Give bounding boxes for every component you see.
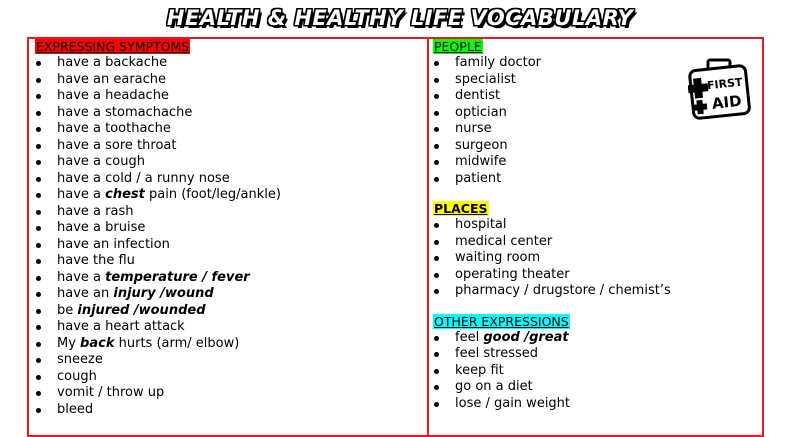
bullet-icon: [434, 111, 439, 116]
list-item-text: cough: [57, 368, 97, 384]
symptoms-list: [35, 55, 425, 418]
list-item-text: injury /wound: [113, 286, 214, 301]
list-item-text: injured /wounded: [77, 302, 206, 318]
list-item-text: vomit / throw up: [57, 385, 165, 400]
heading-places: PLACES: [434, 201, 488, 216]
bullet-icon: [434, 402, 439, 407]
bullet-icon: [36, 391, 41, 396]
list-item-text: hurts (arm/ elbow): [114, 335, 240, 351]
list-item-text: nurse: [455, 121, 492, 136]
bullet-icon: [36, 144, 41, 149]
list-item: [35, 319, 425, 336]
bullet-icon: [434, 160, 439, 165]
bullet-icon: [36, 309, 41, 314]
list-item: [433, 138, 763, 155]
list-item-text: optician: [455, 104, 507, 120]
bullet-icon: [434, 369, 439, 374]
bullet-icon: [434, 273, 439, 278]
bullet-icon: [36, 342, 41, 347]
list-item: [433, 250, 763, 267]
list-item-text: have a stomachache: [57, 104, 193, 120]
list-item-text: midwife: [455, 154, 507, 169]
bullet-icon: [434, 223, 439, 228]
heading-expressing-symptoms: EXPRESSING SYMPTOMS: [36, 39, 190, 54]
list-item: [35, 237, 425, 254]
places-list: [433, 217, 763, 300]
list-item: [35, 336, 425, 353]
list-item: [433, 234, 763, 251]
list-item-text: My: [57, 335, 81, 351]
list-item: [433, 363, 763, 380]
list-item-text: feel: [455, 329, 484, 345]
list-item: [35, 121, 425, 138]
list-item-text: keep fit: [455, 362, 504, 378]
list-item: [433, 346, 763, 363]
list-item-text: be: [57, 302, 78, 318]
list-item-text: have a bruise: [57, 220, 146, 235]
bullet-icon: [36, 243, 41, 248]
first-aid-kit-icon: [688, 54, 752, 126]
list-item: [433, 217, 763, 234]
bullet-icon: [36, 61, 41, 66]
list-item: [35, 369, 425, 386]
list-item: [35, 402, 425, 419]
list-item: [433, 171, 763, 188]
list-item-text: have a: [57, 187, 106, 202]
list-item: [433, 396, 763, 413]
list-item-text: waiting room: [455, 250, 541, 265]
other-expressions-list: [433, 330, 763, 413]
list-item: [433, 379, 763, 396]
list-item-text: have a backache: [57, 55, 168, 70]
bullet-icon: [36, 78, 41, 83]
list-item-text: have a heart attack: [57, 319, 185, 334]
list-item-text: go on a diet: [455, 379, 533, 394]
bullet-icon: [36, 358, 41, 363]
list-item-text: medical center: [455, 233, 553, 249]
list-item: [433, 283, 763, 300]
list-item-text: have a cough: [57, 154, 145, 169]
bullet-icon: [36, 177, 41, 182]
list-item-text: pain (foot/leg/ankle): [144, 187, 281, 202]
list-item: [35, 88, 425, 105]
bullet-icon: [36, 408, 41, 413]
list-item-text: have an: [57, 286, 114, 301]
list-item-text: surgeon: [455, 137, 508, 153]
list-item-text: operating theater: [455, 266, 570, 282]
list-item: [35, 352, 425, 369]
list-item-text: have the flu: [57, 253, 135, 268]
bullet-icon: [36, 259, 41, 264]
bullet-icon: [434, 61, 439, 66]
bullet-icon: [434, 289, 439, 294]
list-item: [433, 330, 763, 347]
list-item-text: specialist: [455, 71, 516, 87]
list-item: [35, 154, 425, 171]
list-item-text: feel stressed: [455, 346, 539, 361]
list-item: [35, 204, 425, 221]
list-item-text: have a sore throat: [57, 137, 177, 153]
heading-people: PEOPLE: [434, 39, 482, 54]
bullet-icon: [36, 375, 41, 380]
bullet-icon: [36, 193, 41, 198]
list-item-text: have an infection: [57, 236, 170, 252]
bullet-icon: [434, 94, 439, 99]
list-item: [35, 270, 425, 287]
bullet-icon: [36, 276, 41, 281]
first-aid-line1: FIRST: [706, 75, 744, 93]
bullet-icon: [434, 352, 439, 357]
list-item-text: have a rash: [57, 203, 134, 219]
list-item: [433, 267, 763, 284]
bullet-icon: [36, 210, 41, 215]
list-item: [35, 187, 425, 204]
bullet-icon: [434, 144, 439, 149]
bullet-icon: [434, 256, 439, 261]
list-item-text: bleed: [57, 401, 94, 417]
list-item: [35, 220, 425, 237]
list-item: [35, 72, 425, 89]
bullet-icon: [434, 127, 439, 132]
list-item-text: lose / gain weight: [455, 395, 571, 411]
bullet-icon: [36, 160, 41, 165]
list-item-text: temperature / fever: [105, 269, 250, 285]
bullet-icon: [36, 226, 41, 231]
list-item-text: sneeze: [57, 352, 103, 367]
list-item-text: dentist: [455, 88, 501, 103]
list-item: [433, 154, 763, 171]
list-item: [35, 385, 425, 402]
heading-other-expressions: OTHER EXPRESSIONS: [434, 313, 569, 329]
bullet-icon: [36, 292, 41, 297]
list-item-text: pharmacy / drugstore / chemist’s: [455, 283, 671, 298]
list-item: [35, 138, 425, 155]
list-item-text: have a cold / a runny nose: [57, 170, 230, 186]
left-column: [35, 39, 425, 418]
bullet-icon: [36, 325, 41, 330]
list-item-text: have an earache: [57, 71, 167, 87]
bullet-icon: [434, 336, 439, 341]
list-item: [35, 55, 425, 72]
bullet-icon: [434, 177, 439, 182]
list-item: [35, 253, 425, 270]
list-item: [35, 303, 425, 320]
list-item: [35, 286, 425, 303]
list-item-text: have a headache: [57, 88, 169, 103]
list-item: [35, 105, 425, 122]
bullet-icon: [36, 94, 41, 99]
page-title: HEALTH & HEALTHY LIFE VOCABULARY: [166, 6, 634, 30]
bullet-icon: [36, 111, 41, 116]
column-divider: [427, 37, 429, 437]
list-item-text: family doctor: [455, 55, 542, 70]
list-item-text: hospital: [455, 217, 507, 232]
list-item-text: back: [80, 335, 115, 351]
list-item-text: have a toothache: [57, 121, 171, 136]
list-item-text: have a: [57, 269, 106, 285]
bullet-icon: [434, 240, 439, 245]
first-aid-line2: AID: [711, 91, 743, 113]
list-item: [35, 171, 425, 188]
list-item-text: patient: [455, 170, 502, 186]
bullet-icon: [434, 385, 439, 390]
list-item-text: chest: [105, 187, 145, 202]
list-item-text: good /great: [483, 329, 569, 345]
bullet-icon: [36, 127, 41, 132]
bullet-icon: [434, 78, 439, 83]
